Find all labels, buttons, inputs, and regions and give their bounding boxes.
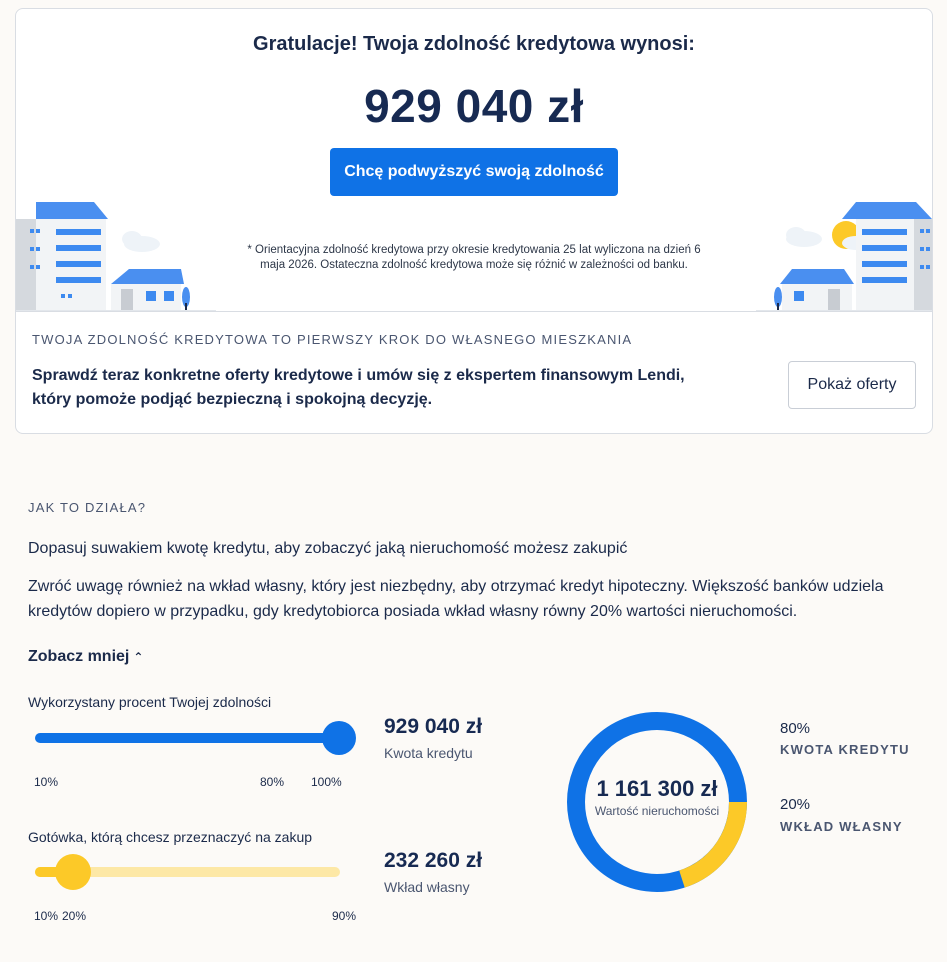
credit-tick-max: 100% [311, 775, 342, 789]
credit-tick-mid: 80% [260, 775, 285, 789]
cash-label: Gotówka, którą chcesz przeznaczyć na zakup [28, 829, 313, 845]
see-less-label: Zobacz mniej [28, 648, 130, 665]
donut-center [565, 776, 749, 818]
result-card [15, 8, 933, 434]
credit-amount-caption: Kwota kredytu [384, 745, 473, 761]
own-contribution-value: 232 260 zł [384, 849, 483, 872]
legend-credit-percent: 80% [780, 720, 811, 737]
property-value-caption: Wartość nieruchomości [594, 804, 720, 818]
cash-slider-thumb[interactable] [55, 854, 91, 890]
property-value-total: 1 161 300 zł [596, 776, 718, 801]
result-headline: Gratulacje! Twoja zdolność kredytowa wynosi: [253, 33, 695, 55]
how-it-works-text-1: Dopasuj suwakiem kwotę kredytu, aby zobaczyć jaką nieruchomość możesz zakupić [28, 540, 628, 557]
show-offers-button[interactable]: Pokaż oferty [788, 361, 916, 409]
see-less-toggle[interactable] [28, 648, 143, 666]
divider [16, 311, 932, 312]
result-header [16, 9, 932, 312]
legend-own-label: WKŁAD WŁASNY [780, 819, 903, 834]
increase-capacity-button[interactable]: Chcę podwyższyć swoją zdolność [330, 148, 618, 196]
credit-slider-track[interactable] [35, 733, 340, 743]
how-it-works-label: JAK TO DZIAŁA? [28, 500, 147, 515]
houses-illustration-right [756, 199, 932, 314]
cash-tick-current: 20% [62, 909, 87, 923]
legend-own-percent: 20% [780, 796, 811, 813]
own-contribution-caption: Wkład własny [384, 879, 470, 895]
credit-capacity-amount: 929 040 zł [364, 80, 584, 132]
credit-percent-label: Wykorzystany procent Twojej zdolności [28, 694, 272, 710]
credit-tick-min: 10% [34, 775, 59, 789]
credit-amount-value: 929 040 zł [384, 715, 483, 738]
chevron-up-icon: ⌃ [133, 650, 144, 664]
credit-slider-thumb[interactable] [322, 721, 356, 755]
how-it-works-text-2: Zwróć uwagę również na wkład własny, który jest niezbędny, aby otrzymać kredyt hipoteczny. Większość banków udziela kredytów dopiero w przypadku, gdy kredytobiorca posiada wkład własny równy 20% wartości nieruchomości. [28, 578, 884, 620]
cash-tick-min: 10% [34, 909, 59, 923]
cash-tick-max: 90% [332, 909, 357, 923]
legend-credit-label: KWOTA KREDYTU [780, 742, 910, 757]
houses-illustration-left [16, 199, 216, 314]
capacity-disclaimer: * Orientacyjna zdolność kredytowa przy okresie kredytowania 25 lat wyliczona na dzień 6 maja 2026. Ostateczna zdolność kredytowa może się różnić w zależności od banku. [247, 244, 701, 271]
promo-kicker: TWOJA ZDOLNOŚĆ KREDYTOWA TO PIERWSZY KROK DO WŁASNEGO MIESZKANIA [32, 332, 633, 347]
promo-text: Sprawdź teraz konkretne oferty kredytowe i umów się z ekspertem finansowym Lendi, który pomoże podjąć bezpieczną i spokojną decyzję. [32, 367, 685, 408]
